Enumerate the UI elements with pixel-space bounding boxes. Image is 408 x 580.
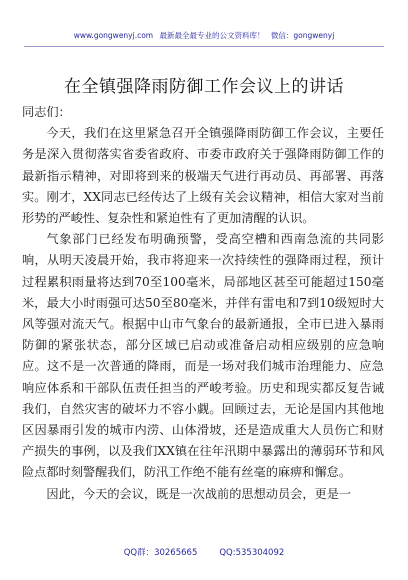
document-body <box>22 102 384 505</box>
paragraph: 今天，我们在这里紧急召开全镇强降雨防御工作会议，主要任务是深入贯彻落实省委省政府、市委市政府关于强降雨防御工作的最新指示精神，对即将到来的极端天气进行再动员、再部署、再落实。刚才，XX同志已经传达了上级有关会议精神，相信大家对当前形势的严峻性、复杂性和紧迫性有了更加清醒的认识。 <box>22 126 384 226</box>
header-slogan: 最新最全最专业的公文资料库！ <box>159 31 265 40</box>
page-header <box>0 28 408 44</box>
header-divider <box>24 46 384 47</box>
footer-qq-group: QQ群：30265665 <box>123 548 198 558</box>
paragraph: 因此，今天的会议，既是一次战前的思想动员会，更是一 <box>46 486 352 501</box>
header-site-url[interactable]: www.gongwenyj.com <box>73 31 154 40</box>
document-title: 在全镇强降雨防御工作会议上的讲话 <box>64 77 344 97</box>
paragraph: 气象部门已经发布明确预警，受高空槽和西南急流的共同影响，从明天凌晨开始，我市将迎来一次持续性的强降雨过程，预计过程累积雨量将达到70至100毫米，局部地区甚至可能超过150毫米，最大小时雨强可达50至80毫米，并伴有雷电和7到10级短时大风等强对流天气。根据中山市气象台的最新通报，全市已进入暴雨防御的紧张状态，部分区域已启动或准备启动相应级别的应急响应。这不是一次普通的降雨，而是一场对我们城市治理能力、应急响应体系和干部队伍责任担当的严峻考验。历史和现实都反复告诫我们，自然灾害的破坏力不容小觑。回顾过去，无论是国内其他地区因暴雨引发的城市内涝、山体滑坡，还是造成重大人员伤亡和财产损失的事例，以及我们XX镇在往年汛期中暴露出的薄弱环节和风险点都时刻警醒我们，防汛工作绝不能有丝毫的麻痹和懈怠。 <box>22 232 384 480</box>
salutation: 同志们： <box>22 105 71 119</box>
page-footer <box>0 546 408 560</box>
footer-qq: QQ:535304092 <box>219 548 285 558</box>
header-wechat: 微信：gongwenyj <box>270 31 335 40</box>
